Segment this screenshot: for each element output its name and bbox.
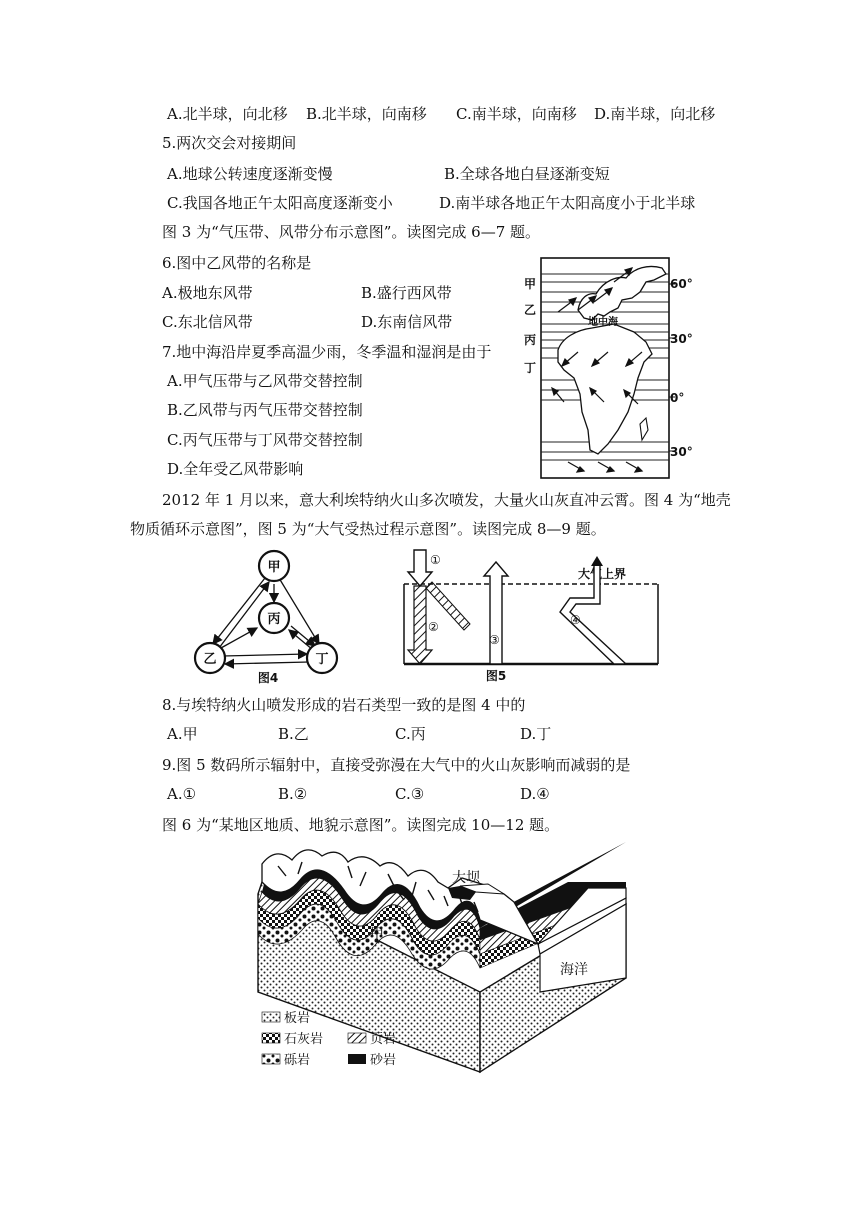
- fig3-label-jia: 甲: [524, 277, 537, 291]
- fig5-mark-1: ①: [430, 553, 441, 567]
- fig6-legend-conglomerate-swatch: [262, 1054, 280, 1064]
- fig5-arrow-1: [408, 550, 432, 586]
- q4-option-b: B.北半球，向南移: [306, 105, 427, 123]
- intro-fig45-line2: 物质循环示意图”，图 5 为“大气受热过程示意图”。读图完成 8—9 题。: [130, 520, 606, 538]
- fig5-mark-2: ②: [428, 620, 439, 634]
- q7-option-a: A.甲气压带与乙风带交替控制: [167, 372, 363, 390]
- q5-option-c: C.我国各地正午太阳高度逐渐变小: [167, 194, 393, 212]
- fig3-label-ding: 丁: [524, 361, 537, 375]
- fig5-caption: 图5: [485, 669, 507, 683]
- fig3-lat-30s: 30°: [670, 445, 693, 459]
- fig3-wind-belts-diagram: [518, 254, 698, 482]
- fig6-legend-limestone-swatch: [262, 1033, 280, 1043]
- fig6-legend-slate-swatch: [262, 1012, 280, 1022]
- fig6-legend-conglomerate: 砾岩: [284, 1053, 311, 1068]
- fig4-caption: 图4: [257, 671, 279, 685]
- fig5-mark-4: ④: [570, 613, 581, 627]
- q6-option-c: C.东北信风带: [162, 313, 253, 331]
- fig6-label-ocean: 海洋: [560, 962, 588, 978]
- q5-option-a: A.地球公转速度逐渐变慢: [167, 165, 333, 183]
- q4-option-a: A.北半球，向北移: [167, 105, 288, 123]
- fig3-mediterranean-label: 地中海: [588, 317, 618, 328]
- fig5-arrow-3: [484, 562, 508, 664]
- q6-option-b: B.盛行西风带: [361, 284, 452, 302]
- q9-stem: 9.图 5 数码所示辐射中，直接受弥漫在大气中的火山灰影响而减弱的是: [162, 756, 631, 774]
- fig6-label-dam: 大坝: [452, 870, 480, 886]
- fig5-arrow-4-head: [591, 556, 603, 566]
- q9-option-c: C.③: [395, 785, 425, 803]
- fig6-geology-block-diagram: [248, 842, 628, 1076]
- fig3-lat-60n: 60°: [670, 277, 693, 291]
- fig6-legend-sandstone-swatch: [348, 1054, 366, 1064]
- intro-fig6: 图 6 为“某地区地质、地貌示意图”。读图完成 10—12 题。: [162, 816, 560, 834]
- fig4-rock-cycle-diagram: [185, 548, 355, 688]
- q8-option-c: C.丙: [395, 725, 426, 743]
- fig4-node-ding: 丁: [315, 652, 329, 667]
- fig4-node-bing: 丙: [267, 612, 281, 627]
- q6-stem: 6.图中乙风带的名称是: [162, 254, 312, 272]
- q9-option-a: A.①: [167, 785, 197, 803]
- intro-fig3: 图 3 为“气压带、风带分布示意图”。读图完成 6—7 题。: [162, 223, 541, 241]
- fig4-node-yi: 乙: [203, 652, 217, 667]
- fig3-lat-30n: 30°: [670, 332, 693, 346]
- q4-option-c: C.南半球，向南移: [456, 105, 577, 123]
- fig3-lat-labels: [670, 277, 693, 459]
- fig3-lat-0: 0°: [670, 391, 685, 405]
- q5-option-b: B.全球各地白昼逐渐变短: [444, 165, 610, 183]
- fig4-node-jia: 甲: [267, 560, 281, 575]
- fig5-atmospheric-heating-diagram: [400, 546, 662, 684]
- q7-option-c: C.丙气压带与丁风带交替控制: [167, 431, 363, 449]
- q9-option-d: D.④: [520, 785, 550, 803]
- fig3-row-labels: [524, 277, 536, 375]
- fig6-legend-slate: 板岩: [284, 1011, 311, 1026]
- q6-option-a: A.极地东风带: [162, 284, 253, 302]
- q5-option-d: D.南半球各地正午太阳高度小于北半球: [439, 194, 696, 212]
- q7-stem: 7.地中海沿岸夏季高温少雨，冬季温和湿润是由于: [162, 343, 492, 361]
- q5-stem: 5.两次交会对接期间: [162, 134, 297, 152]
- fig3-label-bing: 丙: [524, 333, 537, 347]
- q6-option-d: D.东南信风带: [361, 313, 453, 331]
- q7-option-d: D.全年受乙风带影响: [167, 460, 304, 478]
- fig6-legend-shale: 页岩: [370, 1032, 397, 1047]
- fig6-label-jia: 甲: [370, 926, 384, 942]
- fig3-label-yi: 乙: [524, 303, 537, 317]
- fig3-lat-ticks: [669, 284, 675, 451]
- intro-fig45-line1: 2012 年 1 月以来，意大利埃特纳火山多次喷发，大量火山灰直冲云霄。图 4 为“地壳: [162, 491, 731, 509]
- fig5-marks: [428, 553, 581, 647]
- fig6-legend-limestone: 石灰岩: [284, 1032, 324, 1047]
- fig6-legend-sandstone: 砂岩: [370, 1053, 397, 1068]
- fig6-legend-shale-swatch: [348, 1033, 366, 1043]
- q8-option-b: B.乙: [278, 725, 309, 743]
- q8-option-a: A.甲: [167, 725, 198, 743]
- fig5-mark-3: ③: [489, 633, 500, 647]
- q8-stem: 8.与埃特纳火山喷发形成的岩石类型一致的是图 4 中的: [162, 696, 526, 714]
- q9-option-b: B.②: [278, 785, 308, 803]
- q8-option-d: D.丁: [520, 725, 552, 743]
- q4-option-d: D.南半球，向北移: [594, 105, 716, 123]
- q7-option-b: B.乙风带与丙气压带交替控制: [167, 401, 363, 419]
- fig5-atmosphere-top-label: 大气上界: [578, 567, 627, 581]
